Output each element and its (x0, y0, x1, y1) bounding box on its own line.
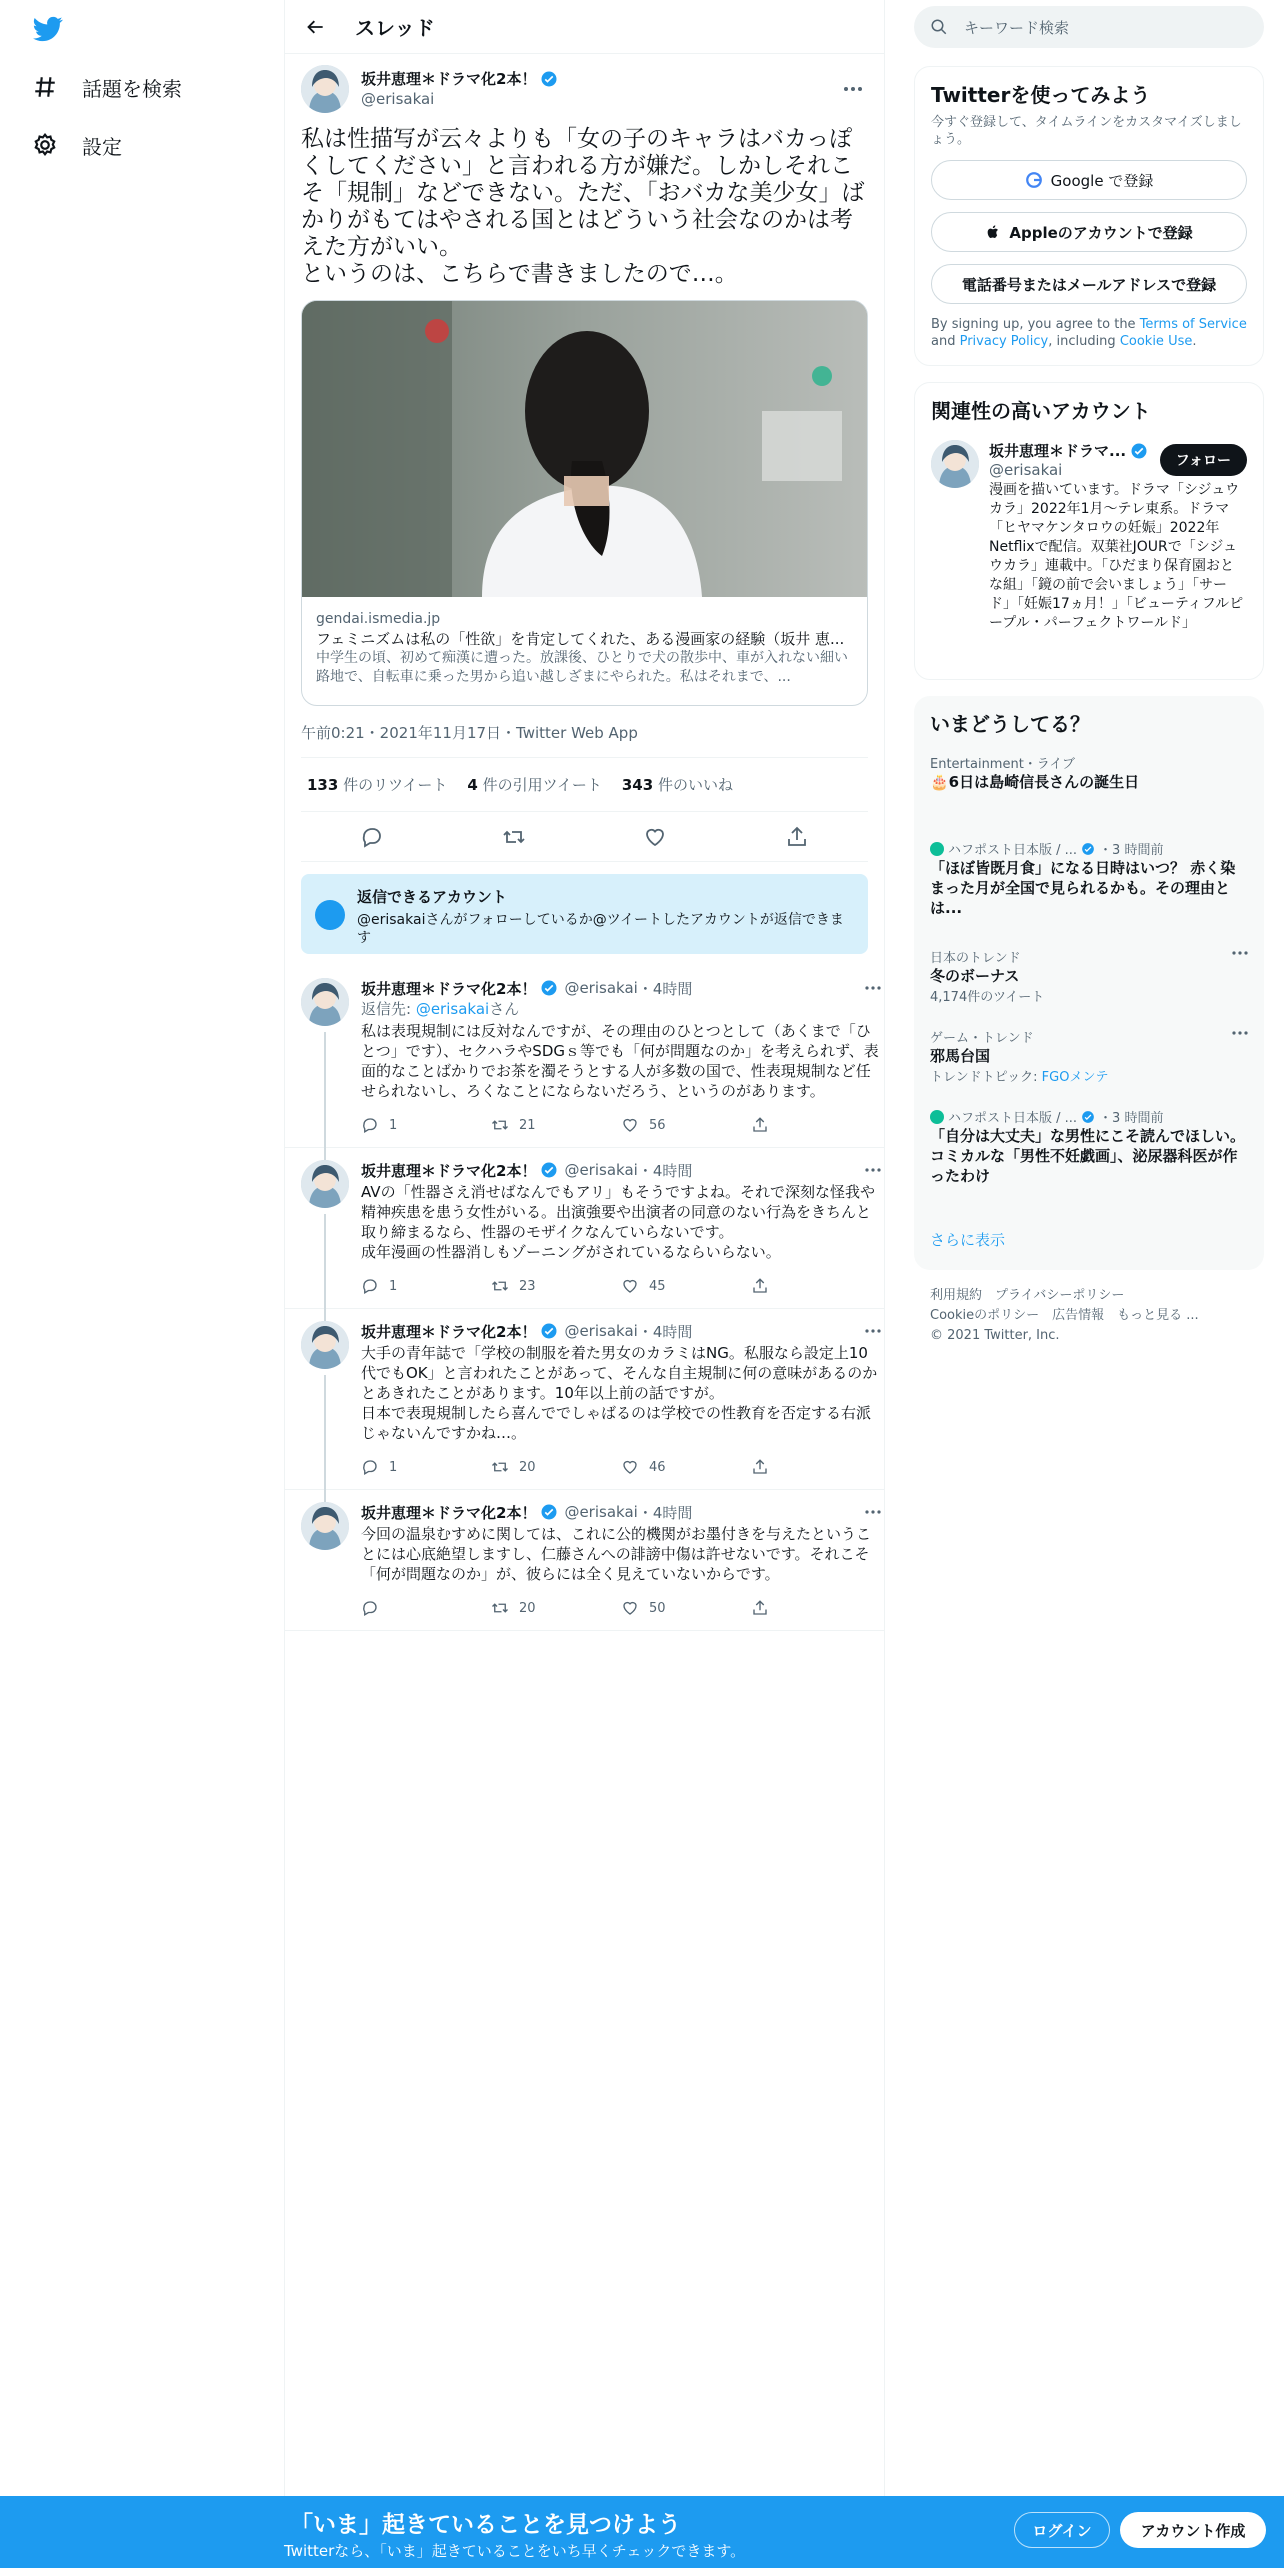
reply-tweet[interactable] (285, 1148, 884, 1309)
link-card[interactable] (301, 300, 868, 706)
tweet-text: 私は表現規制には反対なんですが、その理由のひとつとして（あくまで「ひとつ」です）、セクハラやSDGｓ等でも「何が問題なのか」を考えられず、表面的なことばかりでお茶を濁そうとする人が多数の国で、性表現規制など任せられないし、ろくなことにならないだろう、というのがあります。 (361, 1022, 879, 1100)
trend-tweet-count: 4,174件のツイート (930, 990, 1045, 1005)
related-bio: 漫画を描いています。ドラマ「シジュウカラ」2022年1月〜テレ東系。ドラマ 「ヒヤマケンタロウの妊娠」2022年Netflixで配信。双葉社JOURで「シジュウカラ」連載中。「ひだまり保育園おとな組」「鏡の前で会いましょう」「サード」「妊娠17ヵ月！」「ビューティフルピープル・パーフェクトワールド」 (989, 482, 1244, 631)
trend-item[interactable] (914, 1017, 1264, 1097)
like-button[interactable] (621, 1116, 751, 1134)
retweet-count: 20 (519, 1459, 536, 1475)
author-name-text: 坂井恵理＊ドラマ化2本！ (361, 1322, 537, 1341)
trend-title: 「自分は大丈夫」な男性にこそ読んでほしい。コミカルな「男性不妊戯画」、泌尿器科医が作ったわけ (930, 1127, 1246, 1185)
footer-line-1[interactable]: 利用規約 プライバシーポリシー (930, 1288, 1125, 1303)
tweet-time[interactable]: ・4時間 (637, 1161, 693, 1180)
twitter-logo-icon[interactable] (30, 14, 66, 44)
reply-to-handle[interactable]: @erisakai (415, 1000, 490, 1018)
nav-explore[interactable] (32, 67, 182, 107)
copyright: © 2021 Twitter, Inc. (930, 1328, 1060, 1343)
terms-text-2: and (931, 334, 960, 349)
terms-text-3: , including (1048, 334, 1120, 349)
trend-topic-link[interactable]: FGOメンテ (1041, 1070, 1109, 1085)
tweet-text: 大手の青年誌で「学校の制服を着た男女のカラミはNG。私服なら設定上10代でもOK」と言われたことがあって、そんな自主規制に何の意味があるのかとあきれたことがあります。10年以上前の話ですが。 日本で表現規制したら喜んででしゃばるのは学校での性教育を否定する右派じゃないんですかね…。 (361, 1344, 878, 1442)
thread-line (324, 1375, 326, 1503)
retweet-count: 20 (519, 1600, 536, 1616)
trend-title: 邪馬台国 (930, 1047, 991, 1065)
like-count: 46 (649, 1459, 666, 1475)
trend-item[interactable] (914, 743, 1264, 829)
left-navigation (0, 0, 284, 2568)
like-count-label: 件のいいね (657, 776, 733, 794)
related-accounts-panel (914, 382, 1264, 680)
share-icon (751, 1116, 769, 1134)
author-name-text: 坂井恵理＊ドラマ化2本！ (361, 1503, 537, 1522)
tweet-text: 今回の温泉むすめに関しては、これに公的機関がお墨付きを与えたということには心底絶望しますし、仁藤さんへの誹謗中傷は許せないです。それこそ「何が問題なのか」が、彼らには全く見えていないからです。 (361, 1525, 872, 1583)
page-title: スレッド (355, 16, 435, 40)
gear-icon (32, 132, 58, 158)
avatar[interactable] (301, 978, 349, 1026)
like-count: 50 (649, 1600, 666, 1616)
card-description: 中学生の頃、初めて痴漢に遭った。放課後、ひとりで犬の散歩中、車が入れない細い路地で、自転車に乗った男から追い越しざまにやられた。私はそれまで、... (316, 650, 848, 685)
huffpost-logo-icon (930, 1110, 944, 1124)
trend-time: ・3 時間前 (1099, 843, 1164, 858)
retweet-icon (491, 1116, 509, 1134)
search-box[interactable] (914, 6, 1264, 48)
reply-list (285, 966, 884, 1631)
heart-icon[interactable] (643, 825, 667, 849)
retweet-icon (491, 1277, 509, 1295)
like-button[interactable] (621, 1277, 751, 1295)
show-more-link[interactable]: さらに表示 (930, 1231, 1006, 1249)
related-account[interactable] (931, 440, 1247, 633)
tweet-text: 私は性描写が云々よりも「女の子のキャラはバカっぽくしてください」と言われる方が嫌だ。しかしそれこそ「規制」などできない。ただ、「おバカな美少女」ばかりがもてはやされる国とはどういう社会なのかは考えた方がいい。 というのは、こちらで書きましたので…。 (301, 126, 865, 287)
author-name[interactable] (361, 978, 558, 999)
trends-panel (914, 696, 1264, 1270)
banner-subtitle: Twitterなら、「いま」起きていることをいち早くチェックできます。 (284, 2542, 746, 2560)
heart-icon (621, 1116, 639, 1134)
tweet-timestamp[interactable]: 午前0:21・2021年11月17日・Twitter Web App (301, 722, 868, 758)
more-options-icon[interactable] (865, 1329, 881, 1333)
author-handle[interactable]: @erisakai (361, 90, 435, 108)
trend-category: Entertainment・ライブ (930, 757, 1076, 772)
search-icon (930, 18, 948, 36)
signup-banner (0, 2496, 1284, 2568)
avatar[interactable] (301, 1160, 349, 1208)
reply-button[interactable] (361, 1599, 491, 1617)
more-options-icon[interactable] (1232, 1031, 1248, 1035)
retweet-button[interactable] (491, 1599, 621, 1617)
arrow-left-icon (306, 17, 326, 37)
reply-icon (361, 1277, 379, 1295)
google-icon (1025, 171, 1043, 189)
reply-to (361, 998, 881, 1019)
retweet-count-label: 件のリツイート (343, 776, 448, 794)
share-button[interactable] (751, 1116, 881, 1134)
terms-text-1: By signing up, you agree to the (931, 317, 1140, 332)
avatar[interactable] (301, 1502, 349, 1550)
retweet-icon[interactable] (502, 825, 526, 849)
reply-count: 1 (389, 1278, 398, 1294)
reply-to-suffix: さん (489, 1000, 520, 1018)
retweet-icon (491, 1599, 509, 1617)
verified-badge-icon (540, 1503, 558, 1521)
timeline-column (284, 0, 885, 2568)
reply-icon (361, 1116, 379, 1134)
tweet-text: AVの「性器さえ消せばなんでもアリ」もそうですよね。それで深刻な怪我や精神疾患を患う女性がいる。出演強要や出演者の同意のない行為をきちんと取り締まるなら、性器のモザイクなんていらないです。 成年漫画の性器消しもゾーニングがされているならいらない。 (361, 1183, 875, 1261)
nav-settings[interactable] (32, 125, 122, 165)
reply-button[interactable] (361, 1116, 491, 1134)
reply-tweet[interactable] (285, 966, 884, 1148)
avatar[interactable] (301, 65, 349, 113)
reply-tweet[interactable] (285, 1309, 884, 1490)
trend-title: 冬のボーナス (930, 967, 1020, 985)
verified-badge-icon (1081, 842, 1095, 856)
cookie-use-link[interactable]: Cookie Use (1119, 334, 1193, 349)
retweet-count: 23 (519, 1278, 536, 1294)
quote-count[interactable] (467, 774, 601, 795)
terms-text-4: . (1192, 334, 1197, 349)
reply-count: 1 (389, 1459, 398, 1475)
author-handle: @erisakai (564, 1503, 638, 1521)
main-tweet (285, 54, 884, 862)
heart-icon (621, 1458, 639, 1476)
retweet-icon (491, 1458, 509, 1476)
user-mention-icon (315, 900, 345, 930)
share-icon (751, 1599, 769, 1617)
quote-count-value: 4 (467, 776, 478, 794)
author-name-text: 坂井恵理＊ドラマ化2本！ (361, 979, 537, 998)
reply-icon (361, 1458, 379, 1476)
footer-links (914, 1270, 1264, 1362)
tweet-actions (301, 812, 868, 862)
phone-email-signup-button[interactable] (931, 264, 1247, 304)
more-options-icon[interactable] (865, 1510, 881, 1514)
retweet-button[interactable] (491, 1458, 621, 1476)
like-button[interactable] (621, 1458, 751, 1476)
signup-terms (931, 316, 1247, 350)
trend-time: ・3 時間前 (1099, 1111, 1164, 1126)
thread-header (285, 0, 884, 54)
trend-title: 🎂6日は島崎信長さんの誕生日 (930, 773, 1140, 791)
avatar-illustration-icon (301, 65, 349, 113)
author-name[interactable] (361, 1502, 558, 1523)
reply-to-prefix: 返信先: (361, 1000, 416, 1018)
create-account-button[interactable]: アカウント作成 (1120, 2512, 1266, 2548)
trend-item[interactable] (914, 937, 1264, 1017)
footer-line-2[interactable]: Cookieのポリシー 広告情報 もっと見る ... (930, 1308, 1199, 1323)
verified-badge-icon (540, 1322, 558, 1340)
nav-explore-label: 話題を検索 (82, 76, 182, 101)
signup-title: Twitterを使ってみよう (931, 83, 1151, 107)
tweet-time[interactable]: ・4時間 (637, 979, 693, 998)
verified-badge-icon (1081, 1110, 1095, 1124)
thread-line (324, 1032, 326, 1161)
card-domain: gendai.ismedia.jp (316, 611, 441, 627)
tweet-time[interactable]: ・4時間 (637, 1322, 693, 1341)
tweet-stats (301, 758, 868, 812)
like-button[interactable] (621, 1599, 751, 1617)
related-title: 関連性の高いアカウント (931, 399, 1151, 423)
trend-category: ゲーム・トレンド (930, 1031, 1034, 1046)
search-placeholder: キーワード検索 (964, 18, 1070, 37)
share-icon[interactable] (785, 825, 809, 849)
phone-email-signup-label: 電話番号またはメールアドレスで登録 (961, 275, 1217, 294)
share-icon (751, 1458, 769, 1476)
banner-title: 「いま」起きていることを見つけよう (290, 2512, 681, 2538)
verified-badge-icon (540, 1161, 558, 1179)
quote-count-label: 件の引用ツイート (482, 776, 602, 794)
author-name-text: 坂井恵理＊ドラマ化2本！ (361, 70, 537, 88)
trend-source: ハフポスト日本版 / ... (948, 843, 1078, 858)
retweet-button[interactable] (491, 1116, 621, 1134)
reply-tweet[interactable] (285, 1490, 884, 1631)
apple-icon (985, 223, 1001, 241)
trend-title: 「ほぼ皆既月食」になる日時はいつ？ 赤く染まった月が全国で見られるかも。その理由とは... (930, 859, 1236, 917)
like-count: 56 (649, 1117, 666, 1133)
login-button[interactable]: ログイン (1014, 2512, 1110, 2548)
reply-restriction-notice (301, 874, 868, 954)
reply-notice-title: 返信できるアカウント (357, 888, 507, 906)
author-handle: @erisakai (564, 1322, 638, 1340)
google-signup-label: Google で登録 (1050, 171, 1154, 190)
like-count: 45 (649, 1278, 666, 1294)
related-handle: @erisakai (989, 461, 1063, 479)
trend-item[interactable] (914, 1097, 1264, 1217)
like-count-value: 343 (621, 776, 654, 794)
signup-panel (914, 66, 1264, 366)
huffpost-logo-icon (930, 842, 944, 856)
tweet-time[interactable]: ・4時間 (637, 1503, 693, 1522)
share-icon (751, 1277, 769, 1295)
verified-badge-icon (540, 70, 558, 88)
apple-signup-label: Appleのアカウントで登録 (1009, 223, 1193, 242)
card-title: フェミニズムは私の「性欲」を肯定してくれた、ある漫画家の経験（坂井 恵... (316, 630, 845, 648)
verified-badge-icon (540, 979, 558, 997)
right-sidebar (914, 0, 1264, 1362)
verified-badge-icon (1130, 442, 1148, 460)
more-options-icon[interactable] (838, 79, 868, 99)
like-count[interactable] (622, 774, 733, 795)
author-handle: @erisakai (564, 1161, 638, 1179)
reply-button[interactable] (361, 1277, 491, 1295)
reply-button[interactable] (361, 1458, 491, 1476)
related-name-text: 坂井恵理＊ドラマ... (989, 442, 1127, 460)
share-button[interactable] (751, 1277, 881, 1295)
avatar[interactable] (931, 440, 979, 488)
nav-settings-label: 設定 (82, 134, 122, 159)
retweet-button[interactable] (491, 1277, 621, 1295)
trends-title: いまどうしてる？ (930, 712, 1090, 736)
more-options-icon[interactable] (865, 1168, 881, 1172)
author-handle: @erisakai (564, 979, 638, 997)
author-name[interactable] (361, 1160, 558, 1181)
author-name[interactable] (361, 1321, 558, 1342)
follow-button[interactable]: フォロー (1160, 444, 1247, 476)
author-name[interactable] (361, 69, 558, 89)
reply-notice-text: @erisakaiさんがフォローしているか@ツイートしたアカウントが返信できます (357, 912, 844, 946)
reply-icon (361, 1599, 379, 1617)
trend-item[interactable] (914, 829, 1264, 937)
google-signup-button[interactable] (931, 160, 1247, 200)
privacy-policy-link[interactable]: Privacy Policy (959, 334, 1049, 349)
reply-count: 1 (389, 1117, 398, 1133)
terms-of-service-link[interactable]: Terms of Service (1139, 317, 1247, 332)
apple-signup-button[interactable] (931, 212, 1247, 252)
author-name-text: 坂井恵理＊ドラマ化2本！ (361, 1161, 537, 1180)
avatar[interactable] (301, 1321, 349, 1369)
more-options-icon[interactable] (865, 986, 881, 990)
related-name[interactable] (989, 440, 1148, 461)
retweet-count[interactable] (307, 774, 447, 795)
trend-source: ハフポスト日本版 / ... (948, 1111, 1078, 1126)
more-options-icon[interactable] (1232, 951, 1248, 955)
heart-icon (621, 1599, 639, 1617)
share-button[interactable] (751, 1458, 881, 1476)
trend-topic-prefix: トレンドトピック: (930, 1070, 1042, 1085)
card-image (302, 301, 867, 597)
heart-icon (621, 1277, 639, 1295)
share-button[interactable] (751, 1599, 881, 1617)
retweet-count-value: 133 (307, 776, 339, 794)
hashtag-icon (32, 74, 58, 100)
signup-subtitle: 今すぐ登録して、タイムラインをカスタマイズしましょう。 (931, 115, 1242, 147)
reply-icon[interactable] (360, 825, 384, 849)
thread-line (324, 1214, 326, 1322)
back-button[interactable] (301, 12, 331, 42)
retweet-count: 21 (519, 1117, 536, 1133)
trend-category: 日本のトレンド (930, 951, 1021, 966)
